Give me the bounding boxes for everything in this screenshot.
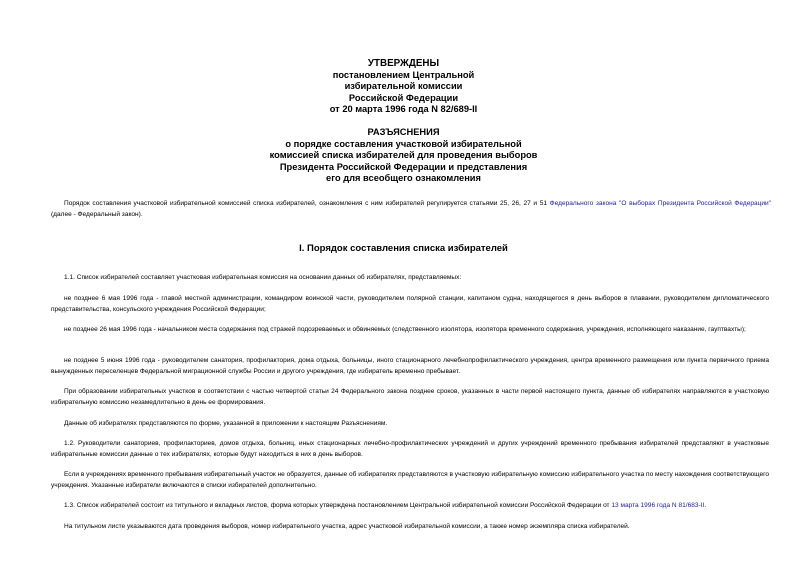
approval-line: от 20 марта 1996 года N 82/689-II <box>329 104 478 114</box>
paragraph-1-3-end: . <box>704 502 707 509</box>
paragraph-1-2: 1.2. Руководители санаториев, профилакториев, домов отдыха, больниц, иных стационарных лечебно-профилактических учреждений и других учреждений временного пребывания избирателей представляют в участковые избирательные комиссии данные о тех избирателях, которые будут находиться в них в день выборов. <box>51 440 769 458</box>
intro-text: Порядок составления участковой избирательной комиссией списка избирателей, ознакомления с ним избирателей регулируется статьями 25, 26, 27 и 51 <box>64 200 550 207</box>
paragraph-1-1: 1.1. Список избирателей составляет участковая избирательная комиссия на основании данных об избирателях, представляемых: <box>64 274 462 281</box>
intro-paragraph <box>51 199 771 220</box>
document-subtitle-line: Президента Российской Федерации и представления <box>279 161 528 172</box>
approval-title: УТВЕРЖДЕНЫ <box>367 58 440 69</box>
resolution-link[interactable]: 13 марта 1996 года N 81/683-II <box>611 502 705 509</box>
federal-law-link[interactable]: Федерального закона "О выборах Президента Российской Федерации" <box>549 200 771 207</box>
document-subtitle-line: его для всеобщего ознакомления <box>326 173 481 183</box>
approval-block <box>0 58 807 116</box>
paragraph-1-3-text: 1.3. Список избирателей состоит из титульного и вкладных листов, форма которых утверждена постановлением Центральной избирательной комиссии Российской Федерации от <box>64 502 612 509</box>
paragraph-temporary-stay: Если в учреждениях временного пребывания избирательный участок не образуется, данные об избирателях представляются в участковую избирательную комиссию избирательного участка по месту нахождения соответствующего учреждения. Указанные избиратели включаются в списки избирателей дополнительно. <box>51 471 769 489</box>
paragraph-june-5: не позднее 5 июня 1996 года - руководителем санатория, профилактория, дома отдыха, больницы, иного стационарного лечебнопрофилактического учреждения, центра временного размещения или пункта первичного приема вынужденных переселенцев Федеральной миграционной службы России и другого учреждения, где избиратель временно пребывает. <box>51 357 769 375</box>
paragraph-may-6: не позднее 6 мая 1996 года - главой местной администрации, командиром воинской части, руководителем полярной станции, капитаном судна, находящегося в день выборов в плавании, руководителем дипломатического представительства, консульского учреждения Российской Федерации; <box>51 295 769 313</box>
section-heading: I. Порядок составления списка избирателей <box>299 243 508 254</box>
document-subtitle-line: комиссией списка избирателей для проведения выборов <box>269 150 538 160</box>
approval-line: избирательной комиссии <box>344 81 463 91</box>
paragraph-may-26: не позднее 26 мая 1996 года - начальником места содержания под стражей подозреваемых и обвиняемых (следственного изолятора, изолятора временного содержания, учреждения, исполняющего наказание, гауптвахты); <box>64 326 746 333</box>
approval-line: постановлением Центральной <box>332 69 475 80</box>
intro-text-end: (далее - Федеральный закон). <box>51 210 143 218</box>
document-title-block <box>0 127 807 185</box>
paragraph-data-form: Данные об избирателях представляются по форме, указанной в приложении к настоящим Разъяснениям. <box>64 420 388 427</box>
document-title: РАЗЪЯСНЕНИЯ <box>367 127 440 137</box>
approval-line: Российской Федерации <box>348 92 459 103</box>
paragraph-new-precincts: При образовании избирательных участков в соответствии с частью четвертой статьи 24 Федерального закона позднее сроков, указанных в части первой настоящего пункта, данные об избирателях направляются в участковую избирательную комиссию незамедлительно в день ее формирования. <box>51 388 769 406</box>
document-subtitle-line: о порядке составления участковой избирательной <box>285 138 522 149</box>
paragraph-1-3 <box>51 501 769 512</box>
paragraph-title-page: На титульном листе указываются дата проведения выборов, номер избирательного участка, адрес участковой избирательной комиссии, а также номер экземпляра списка избирателей. <box>64 523 630 530</box>
